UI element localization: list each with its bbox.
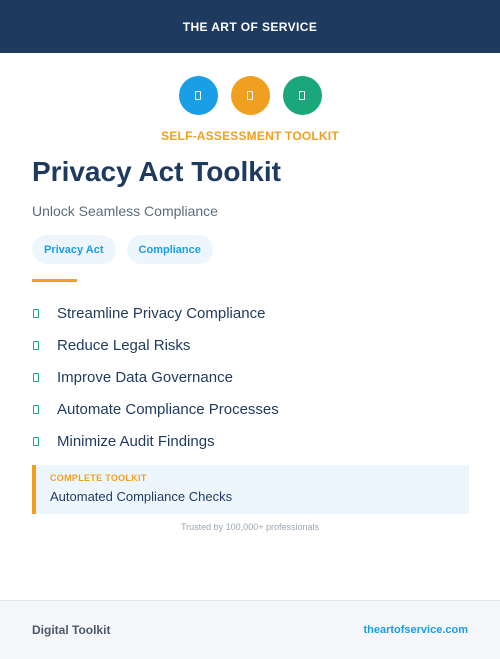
document-icon	[283, 76, 322, 115]
feature-text: Improve Data Governance	[57, 368, 233, 386]
document-icon	[179, 76, 218, 115]
tag-compliance: Compliance	[127, 235, 213, 264]
toolkit-callout	[32, 465, 469, 514]
footer-bar	[0, 600, 500, 659]
list-item	[32, 329, 279, 361]
list-item	[32, 361, 279, 393]
accent-divider	[32, 279, 77, 282]
icon-row	[0, 76, 500, 115]
brand-name: THE ART OF SERVICE	[182, 19, 318, 34]
callout-text: Automated Compliance Checks	[50, 489, 233, 504]
check-icon	[33, 437, 39, 446]
page-subtitle: Unlock Seamless Compliance	[32, 203, 218, 219]
list-item	[32, 425, 279, 457]
list-item	[32, 393, 279, 425]
header-bar	[0, 0, 500, 53]
document-icon	[231, 76, 270, 115]
feature-text: Automate Compliance Processes	[57, 400, 279, 418]
check-icon	[33, 341, 39, 350]
check-icon	[33, 405, 39, 414]
feature-text: Streamline Privacy Compliance	[57, 304, 266, 322]
footer-label: Digital Toolkit	[32, 623, 111, 637]
kicker-label: SELF-ASSESSMENT TOOLKIT	[161, 129, 339, 143]
page-title: Privacy Act Toolkit	[32, 156, 281, 187]
feature-text: Reduce Legal Risks	[57, 336, 191, 354]
feature-list	[32, 297, 279, 457]
feature-text: Minimize Audit Findings	[57, 432, 215, 450]
check-icon	[33, 373, 39, 382]
callout-label: COMPLETE TOOLKIT	[50, 473, 147, 483]
website-link[interactable]: theartofservice.com	[363, 624, 468, 636]
trusted-note: Trusted by 100,000+ professionals	[180, 522, 319, 532]
tag-list	[32, 235, 213, 264]
list-item	[32, 297, 279, 329]
tag-privacy-act: Privacy Act	[32, 235, 116, 264]
check-icon	[33, 309, 39, 318]
